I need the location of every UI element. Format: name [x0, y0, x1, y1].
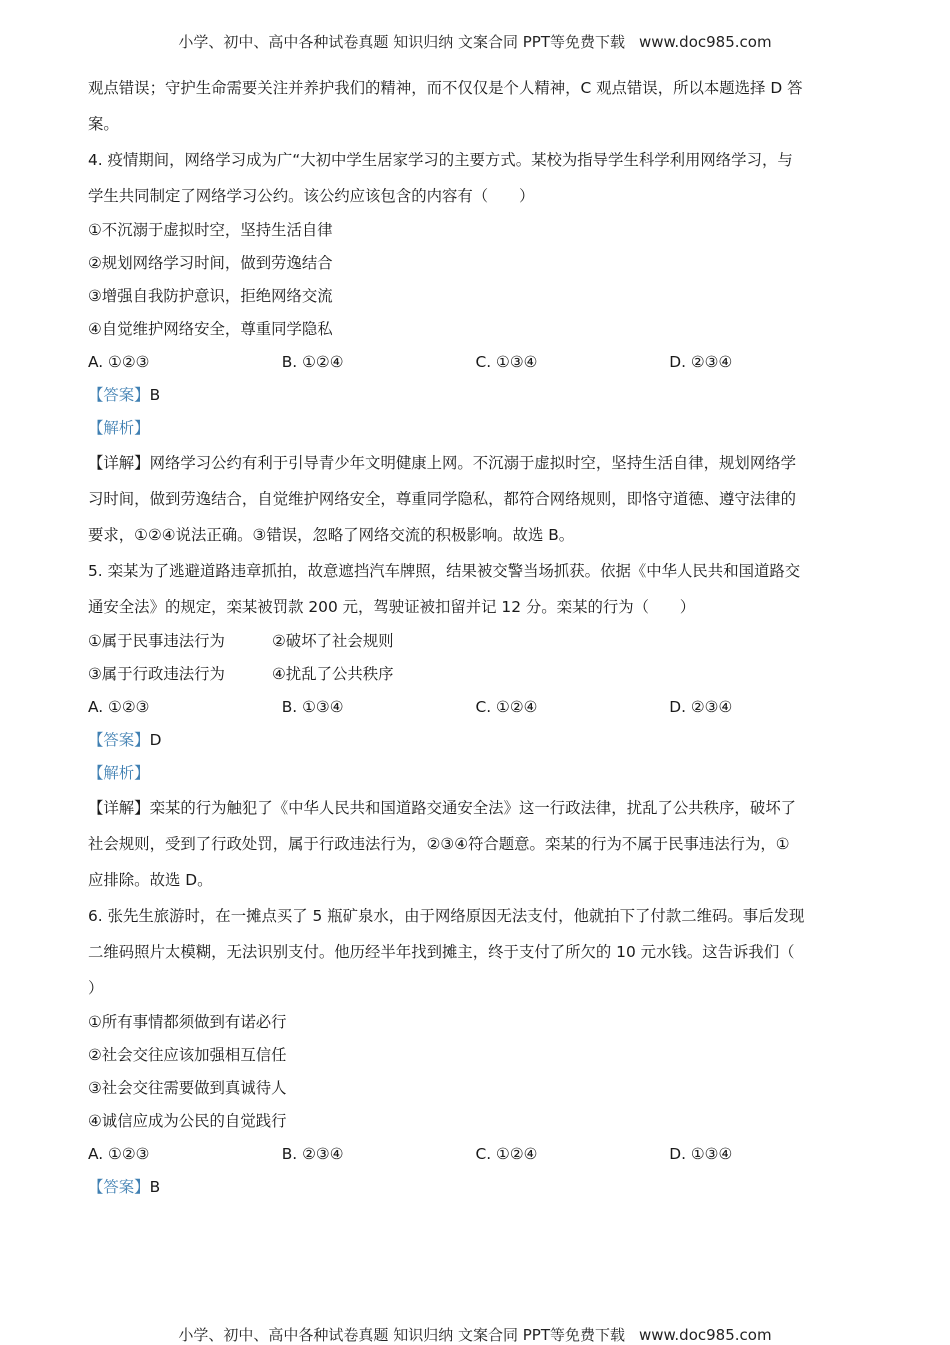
- option-d: D. ①③④: [669, 1145, 733, 1163]
- statement: ①不沉溺于虚拟时空，坚持生活自律: [88, 221, 333, 239]
- question-6: [88, 898, 863, 1204]
- answer-line: [88, 379, 863, 412]
- detail-line: [88, 790, 863, 826]
- detail-text: 栾某的行为触犯了《中华人民共和国道路交通安全法》这一行政法律，扰乱了公共秩序，破坏了: [149, 799, 796, 817]
- answer-value: B: [149, 386, 161, 404]
- question-stem: 学生共同制定了网络学习公约。该公约应该包含的内容有（ ）: [88, 187, 535, 205]
- option-c: C. ①②④: [475, 698, 538, 716]
- question-5: [88, 553, 863, 898]
- statement: ④扰乱了公共秩序: [272, 665, 394, 683]
- detail-line: 习时间，做到劳逸结合，自觉维护网络安全，尊重同学隐私，都符合网络规则，即恪守道德、遵守法律的: [88, 490, 796, 508]
- analysis-line: [88, 757, 863, 790]
- option-b: B. ①②④: [281, 353, 344, 371]
- footer-url[interactable]: www.doc985.com: [638, 1326, 772, 1344]
- statement-row: [88, 658, 863, 691]
- detail-text: 网络学习公约有利于引导青少年文明健康上网。不沉溺于虚拟时空，坚持生活自律，规划网络学: [149, 454, 796, 472]
- detail-line: [88, 445, 863, 481]
- question-stem: ）: [88, 979, 104, 997]
- detail-tag: 【详解】: [88, 454, 150, 472]
- header-url[interactable]: www.doc985.com: [638, 33, 772, 51]
- analysis-line: [88, 412, 863, 445]
- statement: ③属于行政违法行为: [88, 665, 225, 683]
- page-header: [0, 31, 950, 52]
- answer-line: [88, 1171, 863, 1204]
- statement: ①属于民事违法行为: [88, 632, 225, 650]
- detail-tag: 【详解】: [88, 799, 150, 817]
- question-stem: 6. 张先生旅游时，在一摊点买了 5 瓶矿泉水，由于网络原因无法支付，他就拍下了付款二维码。事后发现: [88, 907, 805, 925]
- detail-line: 要求，①②④说法正确。③错误，忽略了网络交流的积极影响。故选 B。: [88, 526, 575, 544]
- intro-line: 观点错误；守护生命需要关注并养护我们的精神，而不仅仅是个人精神，C 观点错误，所以本题选择 D 答: [88, 79, 803, 97]
- statement: ②规划网络学习时间，做到劳逸结合: [88, 254, 333, 272]
- detail-line: 应排除。故选 D。: [88, 871, 213, 889]
- option-a: A. ①②③: [88, 698, 150, 716]
- statement: ①所有事情都须做到有诺必行: [88, 1013, 287, 1031]
- option-a: A. ①②③: [88, 353, 150, 371]
- question-stem: 通安全法》的规定，栾某被罚款 200 元，驾驶证被扣留并记 12 分。栾某的行为（ ）: [88, 598, 696, 616]
- document-body: [88, 70, 863, 1204]
- option-c: C. ①②④: [475, 1145, 538, 1163]
- option-c: C. ①③④: [475, 353, 538, 371]
- answer-tag: 【答案】: [88, 731, 150, 749]
- answer-value: B: [149, 1178, 161, 1196]
- answer-tag: 【答案】: [88, 1178, 150, 1196]
- option-d: D. ②③④: [669, 353, 733, 371]
- statement: ③增强自我防护意识，拒绝网络交流: [88, 287, 333, 305]
- option-b: B. ②③④: [281, 1145, 344, 1163]
- statement: ②社会交往应该加强相互信任: [88, 1046, 287, 1064]
- options-row: [88, 1138, 863, 1171]
- option-a: A. ①②③: [88, 1145, 150, 1163]
- statement: ④自觉维护网络安全，尊重同学隐私: [88, 320, 333, 338]
- question-stem: 4. 疫情期间，网络学习成为广“大初中学生居家学习的主要方式。某校为指导学生科学利用网络学习，与: [88, 151, 793, 169]
- option-d: D. ②③④: [669, 698, 733, 716]
- options-row: [88, 691, 863, 724]
- statement: ④诚信应成为公民的自觉践行: [88, 1112, 287, 1130]
- statement-row: [88, 625, 863, 658]
- question-stem: 5. 栾某为了逃避道路违章抓拍，故意遮挡汽车牌照，结果被交警当场抓获。依据《中华人民共和国道路交: [88, 562, 801, 580]
- answer-tag: 【答案】: [88, 386, 150, 404]
- footer-text: 小学、初中、高中各种试卷真题 知识归纳 文案合同 PPT等免费下载: [178, 1326, 625, 1344]
- analysis-tag: 【解析】: [88, 764, 150, 782]
- statement: ③社会交往需要做到真诚待人: [88, 1079, 287, 1097]
- options-row: [88, 346, 863, 379]
- intro-line: 案。: [88, 115, 119, 133]
- statement: ②破坏了社会规则: [272, 632, 394, 650]
- question-4: [88, 142, 863, 553]
- question-stem: 二维码照片太模糊，无法识别支付。他历经半年找到摊主，终于支付了所欠的 10 元水钱。这告诉我们（: [88, 943, 795, 961]
- detail-line: 社会规则，受到了行政处罚，属于行政违法行为，②③④符合题意。栾某的行为不属于民事违法行为，①: [88, 835, 790, 853]
- page-footer: [0, 1324, 950, 1345]
- analysis-tag: 【解析】: [88, 419, 150, 437]
- answer-line: [88, 724, 863, 757]
- header-text: 小学、初中、高中各种试卷真题 知识归纳 文案合同 PPT等免费下载: [178, 33, 625, 51]
- answer-value: D: [149, 731, 162, 749]
- option-b: B. ①③④: [281, 698, 344, 716]
